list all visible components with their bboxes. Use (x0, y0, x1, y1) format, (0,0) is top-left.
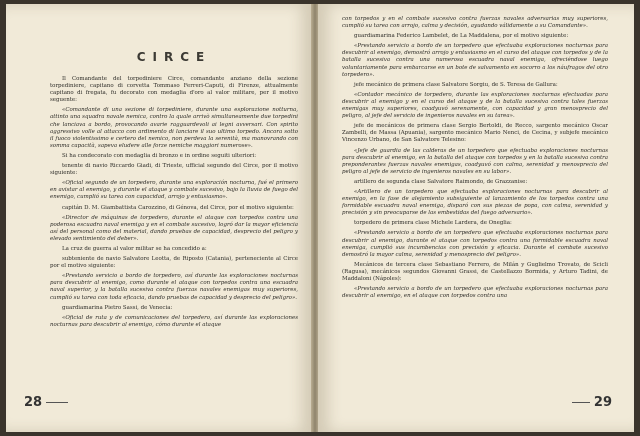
page-number: 28 (24, 395, 43, 410)
citation: «Prestando servicio a bordo de un torpedero que efectuaba exploraciones nocturnas para descubrir al enemigo, durante el ataque con torpedos contra una formidable escuadra naval enemiga, cumplió sus incumbencias con precisión y eficacia. Durante el combate sucesivo demostró la mayor calma, serenidad y menosprecio del peligro». (342, 230, 608, 258)
page-number: 29 (593, 395, 612, 410)
citation: «Jefe de guardia de las calderas de un torpedero que efectuaba exploraciones nocturnas para descubrir al enemigo, en la batalla del ataque con torpedos y en la batalla sucesiva contra preponderantes fuerzas navales enemigas, coadyuvó con calma, serenidad y menosprecio del peligro al jefe de servicio de ingenieros navales en su labor». (342, 147, 608, 175)
citation: «Prestando servicio a bordo de un torpedero que efectuaba exploraciones nocturnas para descubrir al enemigo, en el ataque con torpedos contra una (342, 286, 608, 300)
paragraph: guardiamarina Pietro Sassi, de Venecia: (62, 304, 173, 311)
left-page (6, 4, 312, 432)
paragraph: Il Comandante del torpediniere Circe, comandante anziano della sezione torpediniere, capitano di corvetta Tommaso Ferreri-Caputi, di Firenze, attualmente capitano di fregata, fu decorato con medaglia d'oro al valor militare, per il motivo seguente: (50, 76, 298, 104)
citation: «Oficial de ruta y de comunicaciones del torpedero, así durante las exploraciones nocturnas para descubrir al enemigo, cómo durante el ataque (50, 314, 298, 328)
citation: «Prestando servicio a bordo de torpedero, así durante las exploraciones nocturnas para descubrir al enemigo, como durante el ataque con torpedos contra una escuadra naval superior, y la batalla sucesiva contra fuerzas navales enemigas muy superiores, cumplió su tarea con toda eficacia, dando pruebas de capacidad y desprecio del peligro». (50, 273, 298, 301)
paragraph: jefe de mecánicos de primera clase Sergio Bertoldi, de Recco, sargento mecánico Oscar Zambelli, de Massa (Apuania), sargento mecánico Mario Nenci, de Cecina, y subjefe mecánico Vincenzo Urbano, de San Salvatore Telesino: (342, 123, 608, 144)
citation: «Artillero de un torpedero que efectuaba exploraciones nocturnas para descubrir al enemigo, en la fase de alejamiento subsiguiente al lanzamiento de los torpedos contra una formidable escuadra naval enemiga, disparó con sus piezas de popa, con calma, serenidad y precisión y sin preocuparse de las embestidas del fuego adversario». (342, 188, 608, 217)
paragraph: artillero de segunda clase Salvatore Raimondo, de Grazzanise: (354, 178, 528, 185)
right-page (318, 4, 634, 432)
citation: con torpedos y en el combate sucesivo contra fuerzas navales adversarias muy superiores, cumplió su tarea con arrojo, calma y decisión, ayudando válidamente a su Comandante». (342, 16, 608, 30)
paragraph: torpedero de primera clase Michele Lardera, de Oneglia: (354, 220, 512, 227)
paragraph: guardiamarina Federico Lambelet, de La Maddalena, por el motivo siguiente: (354, 33, 569, 40)
paragraph: Si ha condecorato con medaglia di bronzo e in ordine seguiti ulteriori: (62, 152, 257, 159)
citation: «Director de máquinas de torpedero, durante el ataque con torpedos contra una poderosa escuadra naval enemiga y en el combate sucesivo, logró dar la mayor eficiencia así del personal como del material, dando pruebas de capacidad, desprecio del peligro y elevado sentimiento del deber». (50, 214, 298, 242)
page-number-rule (572, 402, 590, 403)
section-title: CIRCE (136, 50, 212, 64)
paragraph: jefe mecánico de primera clase Salvatore Sorgiu, de S. Teresa de Gallura: (354, 81, 558, 88)
paragraph: La cruz de guerra al valor militar se ha concedido a: (62, 245, 207, 252)
citation: «Prestando servicio a bordo de un torpedero que efectuaba exploraciones nocturnas para descubrir al enemigo, demostró arrojo y entusiasmo en el curso del ataque con torpedos y de la batalla sucesiva contra una numerosa escuadra naval enemiga, ofreciéndose luego voluntariamente para embarcarse en un bote de salvamento en socorro a los náufragos del otro torpedero». (342, 43, 608, 78)
paragraph: tenente di navio Riccardo Giadi, di Trieste, ufficial segundo del Circe, por il motivo siguiente: (50, 163, 298, 177)
paragraph: Mecánicos de tercera clase Sebastiano Ferrero, de Milán y Guglielmo Trovato, de Scicli (Ragusa), mecánicos segundos Giovanni Grassi, de Castellazzo Bormida, y Arturo Tadini, de Maddaloni (Nápoles): (342, 261, 608, 282)
citation: «Comandante di una sezione di torpediniere, durante una esplorazione notturna, attinto una squadra navale nemica, contro la quale arrivò simultaneamente due torpedini che lanciava a bordo, provocando avarie ragguardevoli ai legni avversari. Con spirito aggressivo volle al attacco con ardimento di lanciare il suo ultimo torpedo. Ancora sotto il fuoco violentissimo e certero del nemico, non perdeva la serenità, ma manovrando con somma capacità, sapeva eludere alle forze nemiche maggiori numerose». (50, 107, 298, 149)
paragraph: subteniente de navio Salvatore Leotta, de Riposto (Catania), perteneciente al Circe por el motivo siguiente: (50, 256, 298, 270)
left-text-column (50, 4, 298, 332)
page-number-rule (46, 402, 68, 403)
citation: «Contador mecánico de torpedero, durante las exploraciones nocturnas efectuadas para descubrir al enemigo y en el curso del ataque y de la batalla sucesiva contra tales fuerzas enemigas muy superiores, coadyuvó serenamente, con capacidad y gran menosprecio del peligro, al jefe del servicio de ingenieros navales en su tarea». (342, 91, 608, 120)
citation: «Oficial segundo de un torpedero, durante una exploración nocturna, fué el primero en avistar al enemigo, y durante el ataque y combate sucesivo, bajo la lluvia de fuego del enemigo, cumplió su tarea con capacidad, arrojo y entusiasmo». (50, 180, 298, 201)
right-text-column (342, 16, 608, 303)
paragraph: capitán D. M. Giambattista Carozzino, di Génova, del Circe, por el motivo siguiente: (62, 204, 294, 211)
